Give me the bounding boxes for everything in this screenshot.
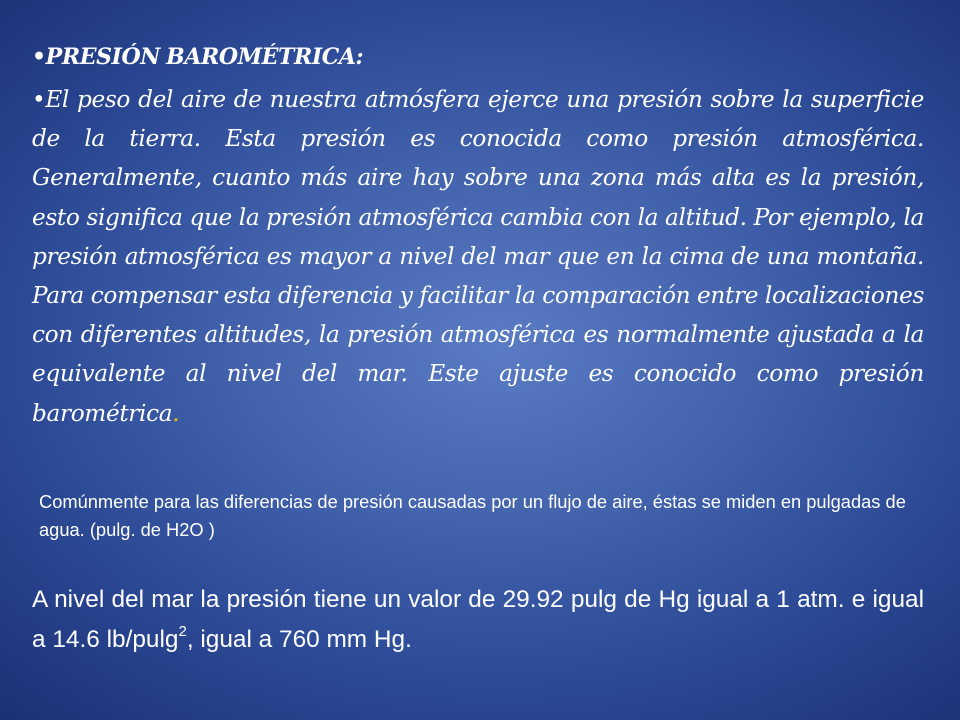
sea-level-pressure-text <box>32 580 924 660</box>
body-paragraph <box>32 80 924 433</box>
heading-text: PRESIÓN BAROMÉTRICA: <box>45 44 364 70</box>
heading-bullet: • <box>32 44 46 70</box>
body-end-mark: . <box>172 399 180 427</box>
sea-level-text-main: A nivel del mar la presión tiene un valor de 29.92 pulg de Hg igual a 1 atm. e igual a 14.6 lb/pulg <box>32 586 924 653</box>
sea-level-text-end: , igual a 760 mm Hg. <box>186 626 412 653</box>
water-inches-note: Comúnmente para las diferencias de presión causadas por un flujo de aire, éstas se miden en pulgadas de agua. (pulg. de H2O ) <box>39 491 906 540</box>
main-text-block <box>32 40 924 433</box>
body-bullet: • <box>32 86 46 113</box>
body-text: El peso del aire de nuestra atmósfera ejerce una presión sobre la superficie de la tierra. Esta presión es conocida como presión atmosférica. Generalmente, cuanto más aire hay sobre una zona más alta es la presión, esto significa que la presión atmosférica cambia con la altitud. Por ejemplo, la presión atmosférica es mayor a nivel del mar que en la cima de una montaña. Para compensar esta diferencia y facilitar la comparación entre localizaciones con diferentes altitudes, la presión atmosférica es normalmente ajustada a la equivalente al nivel del mar. Este ajuste es conocido como presión barométrica <box>32 86 924 427</box>
slide-heading <box>32 40 924 74</box>
squared-superscript: 2 <box>178 622 187 640</box>
